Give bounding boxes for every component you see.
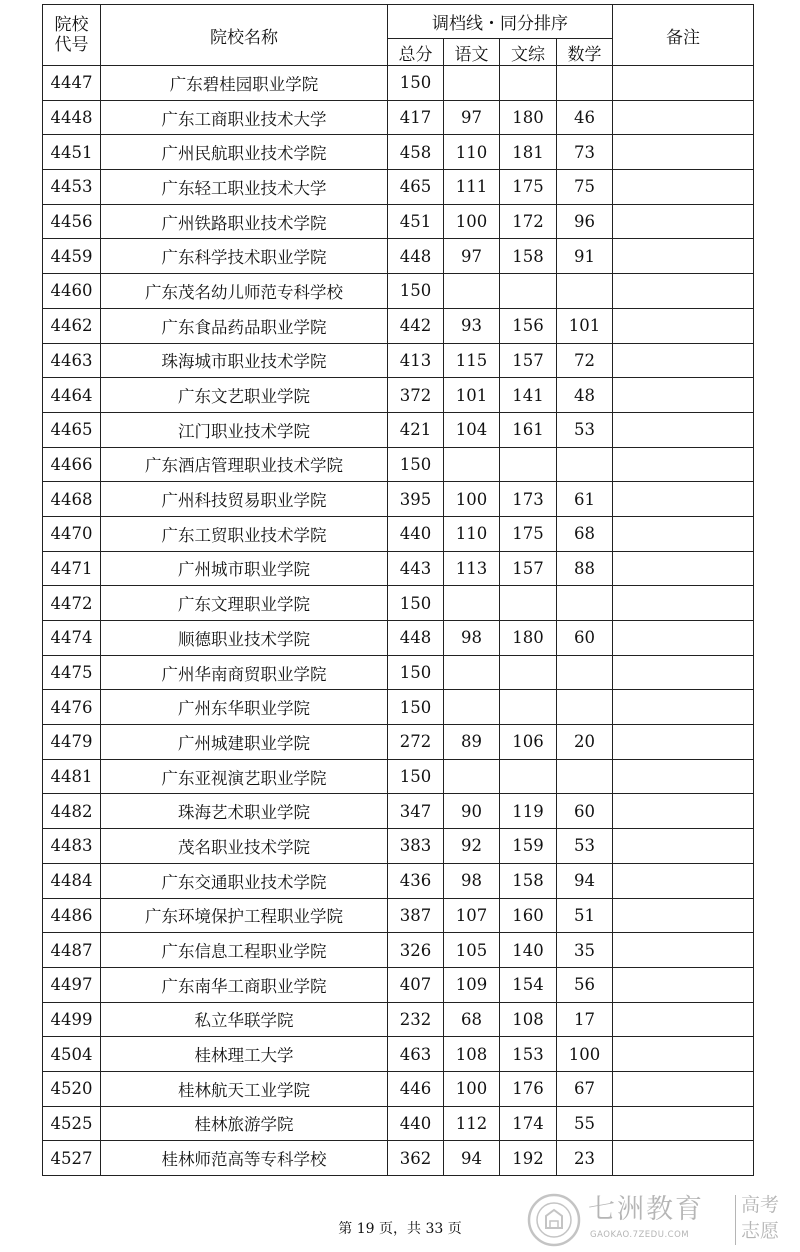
cell-chinese: 109	[444, 967, 500, 1002]
cell-wenzong: 154	[500, 967, 557, 1002]
cell-total: 395	[388, 482, 444, 517]
cell-chinese	[444, 655, 500, 690]
cell-math: 51	[557, 898, 613, 933]
cell-name: 广东文艺职业学院	[101, 378, 388, 413]
cell-total: 413	[388, 343, 444, 378]
cell-math: 61	[557, 482, 613, 517]
cell-name: 广东酒店管理职业技术学院	[101, 447, 388, 482]
table-row	[43, 655, 754, 690]
cell-code: 4525	[43, 1106, 101, 1141]
cell-code: 4465	[43, 412, 101, 447]
table-row	[43, 794, 754, 829]
cell-chinese: 111	[444, 170, 500, 205]
cell-math: 46	[557, 100, 613, 135]
cell-wenzong	[500, 759, 557, 794]
cell-total: 463	[388, 1037, 444, 1072]
cell-wenzong: 106	[500, 725, 557, 760]
cell-math: 75	[557, 170, 613, 205]
cell-chinese: 97	[444, 100, 500, 135]
cell-name: 广东科学技术职业学院	[101, 239, 388, 274]
table-row	[43, 725, 754, 760]
cell-chinese: 110	[444, 516, 500, 551]
cell-remark	[613, 898, 754, 933]
cell-name: 广东南华工商职业学院	[101, 967, 388, 1002]
cell-total: 232	[388, 1002, 444, 1037]
cell-math: 48	[557, 378, 613, 413]
cell-remark	[613, 829, 754, 864]
header-chinese: 语文	[444, 39, 500, 66]
cell-name: 茂名职业技术学院	[101, 829, 388, 864]
cell-math: 60	[557, 794, 613, 829]
cell-total: 150	[388, 586, 444, 621]
cell-total: 272	[388, 725, 444, 760]
cell-total: 448	[388, 239, 444, 274]
cell-chinese: 108	[444, 1037, 500, 1072]
cell-code: 4520	[43, 1071, 101, 1106]
cell-wenzong: 158	[500, 863, 557, 898]
cell-wenzong	[500, 690, 557, 725]
cell-code: 4453	[43, 170, 101, 205]
table-row	[43, 274, 754, 309]
cell-total: 458	[388, 135, 444, 170]
cell-name: 江门职业技术学院	[101, 412, 388, 447]
watermark-divider	[735, 1195, 736, 1245]
cell-wenzong: 108	[500, 1002, 557, 1037]
cell-chinese: 97	[444, 239, 500, 274]
cell-chinese	[444, 447, 500, 482]
cell-chinese: 68	[444, 1002, 500, 1037]
cell-chinese: 89	[444, 725, 500, 760]
table-row	[43, 551, 754, 586]
cell-name: 广东环境保护工程职业学院	[101, 898, 388, 933]
table-row	[43, 621, 754, 656]
cell-name: 私立华联学院	[101, 1002, 388, 1037]
cell-wenzong: 174	[500, 1106, 557, 1141]
table-row	[43, 967, 754, 1002]
cell-total: 150	[388, 66, 444, 101]
cell-math: 67	[557, 1071, 613, 1106]
cell-name: 广州铁路职业技术学院	[101, 204, 388, 239]
cell-math	[557, 586, 613, 621]
cell-math	[557, 66, 613, 101]
cell-wenzong: 159	[500, 829, 557, 864]
cell-name: 广州华南商贸职业学院	[101, 655, 388, 690]
table-row	[43, 482, 754, 517]
cell-wenzong: 157	[500, 343, 557, 378]
cell-remark	[613, 1106, 754, 1141]
cell-chinese: 92	[444, 829, 500, 864]
cell-chinese: 115	[444, 343, 500, 378]
cell-total: 150	[388, 759, 444, 794]
cell-code: 4474	[43, 621, 101, 656]
cell-chinese: 105	[444, 933, 500, 968]
cell-total: 150	[388, 447, 444, 482]
table-row	[43, 239, 754, 274]
cell-code: 4487	[43, 933, 101, 968]
cell-total: 362	[388, 1141, 444, 1176]
cell-name: 桂林旅游学院	[101, 1106, 388, 1141]
cell-total: 448	[388, 621, 444, 656]
cell-chinese: 112	[444, 1106, 500, 1141]
cell-name: 广东碧桂园职业学院	[101, 66, 388, 101]
cell-total: 442	[388, 308, 444, 343]
cell-chinese	[444, 274, 500, 309]
cell-math: 100	[557, 1037, 613, 1072]
cell-name: 广州科技贸易职业学院	[101, 482, 388, 517]
cell-wenzong: 172	[500, 204, 557, 239]
cell-total: 387	[388, 898, 444, 933]
table-row	[43, 516, 754, 551]
cell-math	[557, 655, 613, 690]
cell-math: 96	[557, 204, 613, 239]
cell-total: 150	[388, 690, 444, 725]
cell-wenzong: 160	[500, 898, 557, 933]
table-row	[43, 863, 754, 898]
cell-name: 广东信息工程职业学院	[101, 933, 388, 968]
table-row	[43, 1071, 754, 1106]
cell-code: 4483	[43, 829, 101, 864]
cell-chinese	[444, 690, 500, 725]
cell-code: 4504	[43, 1037, 101, 1072]
cell-code: 4476	[43, 690, 101, 725]
table-row	[43, 170, 754, 205]
watermark-side-line2: 志愿	[741, 1220, 780, 1242]
cell-math: 17	[557, 1002, 613, 1037]
header-row	[43, 5, 754, 39]
table-row	[43, 1037, 754, 1072]
cell-math: 88	[557, 551, 613, 586]
cell-total: 372	[388, 378, 444, 413]
cell-wenzong: 157	[500, 551, 557, 586]
cell-remark	[613, 412, 754, 447]
cell-remark	[613, 308, 754, 343]
cell-wenzong: 181	[500, 135, 557, 170]
cell-code: 4463	[43, 343, 101, 378]
cell-math: 72	[557, 343, 613, 378]
cell-code: 4468	[43, 482, 101, 517]
cell-code: 4448	[43, 100, 101, 135]
cell-code: 4486	[43, 898, 101, 933]
cell-name: 广东亚视演艺职业学院	[101, 759, 388, 794]
cell-total: 417	[388, 100, 444, 135]
cell-total: 326	[388, 933, 444, 968]
cell-remark	[613, 551, 754, 586]
cell-total: 150	[388, 274, 444, 309]
cell-name: 广东文理职业学院	[101, 586, 388, 621]
cell-chinese: 93	[444, 308, 500, 343]
cell-math: 53	[557, 412, 613, 447]
cell-name: 桂林师范高等专科学校	[101, 1141, 388, 1176]
cell-wenzong	[500, 586, 557, 621]
cell-remark	[613, 725, 754, 760]
cell-total: 465	[388, 170, 444, 205]
table-row	[43, 447, 754, 482]
cell-code: 4462	[43, 308, 101, 343]
cell-name: 广东轻工职业技术大学	[101, 170, 388, 205]
cell-math: 68	[557, 516, 613, 551]
cell-code: 4472	[43, 586, 101, 621]
cell-chinese: 110	[444, 135, 500, 170]
table-row	[43, 759, 754, 794]
table-row	[43, 343, 754, 378]
cell-math: 60	[557, 621, 613, 656]
cell-total: 440	[388, 1106, 444, 1141]
header-wenzong: 文综	[500, 39, 557, 66]
cell-wenzong: 141	[500, 378, 557, 413]
cell-code: 4482	[43, 794, 101, 829]
cell-remark	[613, 933, 754, 968]
cell-remark	[613, 621, 754, 656]
table-row	[43, 100, 754, 135]
cell-math: 73	[557, 135, 613, 170]
cell-code: 4481	[43, 759, 101, 794]
cell-wenzong: 119	[500, 794, 557, 829]
cell-code: 4527	[43, 1141, 101, 1176]
cell-total: 436	[388, 863, 444, 898]
table-row	[43, 829, 754, 864]
cell-wenzong: 173	[500, 482, 557, 517]
cell-remark	[613, 863, 754, 898]
cell-remark	[613, 274, 754, 309]
cell-math	[557, 690, 613, 725]
cell-name: 广州民航职业技术学院	[101, 135, 388, 170]
cell-remark	[613, 1071, 754, 1106]
cell-name: 桂林理工大学	[101, 1037, 388, 1072]
cell-code: 4456	[43, 204, 101, 239]
cell-name: 珠海城市职业技术学院	[101, 343, 388, 378]
cell-name: 广州东华职业学院	[101, 690, 388, 725]
cell-code: 4464	[43, 378, 101, 413]
table-row	[43, 378, 754, 413]
admission-score-table	[42, 4, 754, 1176]
cell-wenzong	[500, 274, 557, 309]
cell-code: 4484	[43, 863, 101, 898]
table-row	[43, 933, 754, 968]
header-name: 院校名称	[101, 5, 388, 66]
watermark-brand: 七洲教育	[588, 1194, 704, 1225]
cell-remark	[613, 586, 754, 621]
cell-wenzong: 161	[500, 412, 557, 447]
header-math: 数学	[557, 39, 613, 66]
cell-wenzong: 140	[500, 933, 557, 968]
cell-remark	[613, 378, 754, 413]
cell-chinese: 100	[444, 204, 500, 239]
cell-remark	[613, 1002, 754, 1037]
watermark-url: GAOKAO.7ZEDU.COM	[590, 1230, 690, 1240]
cell-math: 20	[557, 725, 613, 760]
table-row	[43, 204, 754, 239]
cell-name: 广州城市职业学院	[101, 551, 388, 586]
cell-wenzong: 158	[500, 239, 557, 274]
cell-name: 广东工贸职业技术学院	[101, 516, 388, 551]
cell-chinese	[444, 759, 500, 794]
cell-chinese: 104	[444, 412, 500, 447]
cell-wenzong: 180	[500, 621, 557, 656]
cell-math: 56	[557, 967, 613, 1002]
cell-remark	[613, 204, 754, 239]
cell-wenzong: 192	[500, 1141, 557, 1176]
cell-math: 35	[557, 933, 613, 968]
cell-name: 广东茂名幼儿师范专科学校	[101, 274, 388, 309]
cell-chinese: 94	[444, 1141, 500, 1176]
cell-code: 4447	[43, 66, 101, 101]
header-total: 总分	[388, 39, 444, 66]
cell-name: 顺德职业技术学院	[101, 621, 388, 656]
cell-chinese: 107	[444, 898, 500, 933]
page-number: 第 19 页，共 33 页	[338, 1221, 462, 1237]
header-group: 调档线・同分排序	[388, 5, 613, 39]
table-row	[43, 412, 754, 447]
cell-remark	[613, 690, 754, 725]
cell-name: 广东食品药品职业学院	[101, 308, 388, 343]
cell-code: 4470	[43, 516, 101, 551]
table-row	[43, 690, 754, 725]
cell-name: 广东工商职业技术大学	[101, 100, 388, 135]
cell-chinese: 100	[444, 482, 500, 517]
cell-math	[557, 274, 613, 309]
cell-math	[557, 759, 613, 794]
cell-chinese: 98	[444, 621, 500, 656]
table-row	[43, 1002, 754, 1037]
cell-total: 421	[388, 412, 444, 447]
cell-code: 4471	[43, 551, 101, 586]
cell-wenzong	[500, 66, 557, 101]
cell-name: 广州城建职业学院	[101, 725, 388, 760]
cell-total: 440	[388, 516, 444, 551]
cell-code: 4499	[43, 1002, 101, 1037]
cell-remark	[613, 516, 754, 551]
cell-math: 91	[557, 239, 613, 274]
cell-wenzong: 180	[500, 100, 557, 135]
cell-total: 451	[388, 204, 444, 239]
cell-remark	[613, 447, 754, 482]
seal-logo-icon	[526, 1192, 582, 1248]
cell-name: 珠海艺术职业学院	[101, 794, 388, 829]
cell-wenzong: 153	[500, 1037, 557, 1072]
cell-code: 4460	[43, 274, 101, 309]
cell-remark	[613, 66, 754, 101]
table-row	[43, 135, 754, 170]
cell-math: 23	[557, 1141, 613, 1176]
cell-chinese	[444, 586, 500, 621]
cell-chinese: 101	[444, 378, 500, 413]
cell-remark	[613, 1141, 754, 1176]
cell-total: 407	[388, 967, 444, 1002]
watermark-side-text	[741, 1192, 791, 1244]
cell-math: 101	[557, 308, 613, 343]
cell-wenzong: 175	[500, 170, 557, 205]
table-row	[43, 308, 754, 343]
cell-remark	[613, 239, 754, 274]
cell-chinese: 100	[444, 1071, 500, 1106]
cell-math: 55	[557, 1106, 613, 1141]
cell-wenzong	[500, 447, 557, 482]
cell-wenzong	[500, 655, 557, 690]
cell-math: 94	[557, 863, 613, 898]
cell-total: 347	[388, 794, 444, 829]
cell-remark	[613, 343, 754, 378]
cell-name: 广东交通职业技术学院	[101, 863, 388, 898]
cell-remark	[613, 100, 754, 135]
cell-remark	[613, 967, 754, 1002]
cell-chinese: 113	[444, 551, 500, 586]
cell-code: 4451	[43, 135, 101, 170]
cell-remark	[613, 135, 754, 170]
cell-math	[557, 447, 613, 482]
header-remark: 备注	[613, 5, 754, 66]
cell-wenzong: 156	[500, 308, 557, 343]
cell-remark	[613, 170, 754, 205]
cell-remark	[613, 759, 754, 794]
cell-total: 383	[388, 829, 444, 864]
table-row	[43, 1141, 754, 1176]
cell-remark	[613, 482, 754, 517]
cell-wenzong: 176	[500, 1071, 557, 1106]
cell-name: 桂林航天工业学院	[101, 1071, 388, 1106]
cell-code: 4459	[43, 239, 101, 274]
table-row	[43, 66, 754, 101]
cell-chinese: 90	[444, 794, 500, 829]
cell-total: 443	[388, 551, 444, 586]
cell-code: 4479	[43, 725, 101, 760]
cell-remark	[613, 655, 754, 690]
cell-chinese: 98	[444, 863, 500, 898]
cell-wenzong: 175	[500, 516, 557, 551]
cell-code: 4475	[43, 655, 101, 690]
cell-total: 150	[388, 655, 444, 690]
cell-code: 4466	[43, 447, 101, 482]
table-row	[43, 586, 754, 621]
cell-code: 4497	[43, 967, 101, 1002]
table-row	[43, 898, 754, 933]
table-row	[43, 1106, 754, 1141]
cell-remark	[613, 1037, 754, 1072]
cell-total: 446	[388, 1071, 444, 1106]
watermark-side-line1: 高考	[741, 1194, 780, 1216]
header-code: 院校 代号	[43, 5, 101, 66]
cell-chinese	[444, 66, 500, 101]
cell-remark	[613, 794, 754, 829]
cell-math: 53	[557, 829, 613, 864]
